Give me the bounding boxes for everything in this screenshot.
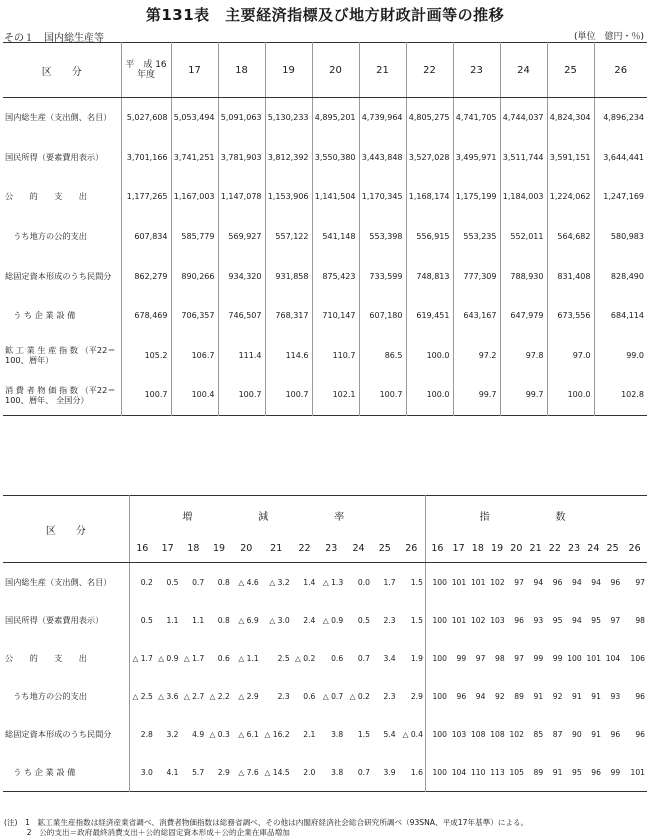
index-cell: 91 bbox=[591, 729, 601, 739]
index-cell: 97 bbox=[514, 653, 524, 663]
table-row bbox=[3, 715, 647, 753]
table-cell: 4,895,201 bbox=[312, 98, 359, 138]
index-cell: 97 bbox=[635, 577, 645, 587]
table-cell: 931,858 bbox=[265, 256, 312, 296]
rate-cell: 3.0 bbox=[129, 753, 155, 792]
index-cell: 101 bbox=[586, 653, 601, 663]
year-header-index: 20 bbox=[507, 534, 526, 563]
rate-cell: △ 0.4 bbox=[402, 729, 423, 739]
index-cell: 99 bbox=[610, 767, 621, 777]
table-cell: 3,812,392 bbox=[265, 138, 312, 178]
rate-cell: 0.7 bbox=[357, 653, 370, 663]
rate-cell: 1.1 bbox=[192, 615, 205, 625]
index-cell: 96 bbox=[610, 577, 621, 587]
rate-cell: 2.8 bbox=[129, 715, 155, 753]
index-cell: 96 bbox=[456, 691, 467, 701]
index-cell: 97 bbox=[610, 615, 621, 625]
table-cell: 580,983 bbox=[594, 217, 647, 257]
index-cell: 93 bbox=[533, 615, 544, 625]
row-label: 国民所得（要素費用表示） bbox=[5, 614, 104, 625]
row-label: 鉱 工 業 生 産 指 数 （平22＝100、暦年） bbox=[5, 345, 116, 366]
index-cell: 101 bbox=[470, 577, 486, 587]
table-row bbox=[3, 601, 647, 639]
index-cell: 101 bbox=[451, 577, 467, 587]
table-cell: 1,224,062 bbox=[547, 177, 594, 217]
footnotes bbox=[4, 818, 528, 838]
table-cell: 934,320 bbox=[218, 256, 265, 296]
table-cell: 875,423 bbox=[312, 256, 359, 296]
table-cell: 768,317 bbox=[265, 296, 312, 336]
index-cell: 101 bbox=[630, 767, 645, 777]
table-row bbox=[3, 375, 647, 415]
rate-cell: 1.7 bbox=[383, 577, 396, 587]
index-cell: 91 bbox=[591, 691, 601, 701]
year-header-index: 16 bbox=[425, 534, 449, 563]
rate-cell: 0.5 bbox=[166, 577, 179, 587]
row-label: 国内総生産（支出側、名目） bbox=[5, 576, 112, 587]
rate-cell: 2.9 bbox=[410, 691, 423, 701]
table-cell: 3,591,151 bbox=[547, 138, 594, 178]
table-cell: 100.7 bbox=[121, 375, 171, 415]
index-cell: 100 bbox=[425, 563, 449, 602]
table-cell: 5,053,494 bbox=[171, 98, 218, 138]
table-cell: 684,114 bbox=[594, 296, 647, 336]
index-cell: 96 bbox=[591, 767, 601, 777]
rate-cell: 2.3 bbox=[383, 615, 396, 625]
table-cell: 1,153,906 bbox=[265, 177, 312, 217]
table-cell: 564,682 bbox=[547, 217, 594, 257]
table-cell: 3,511,744 bbox=[500, 138, 547, 178]
table-cell: 102.1 bbox=[312, 375, 359, 415]
rate-cell: 2.9 bbox=[217, 767, 230, 777]
rate-cell: 5.7 bbox=[192, 767, 205, 777]
table-cell: 3,781,903 bbox=[218, 138, 265, 178]
rate-cell: △ 6.1 bbox=[238, 729, 259, 739]
rate-cell: 0.5 bbox=[357, 615, 370, 625]
rate-cell: 1.4 bbox=[303, 577, 316, 587]
table-cell: 585,779 bbox=[171, 217, 218, 257]
index-cell: 95 bbox=[572, 767, 582, 777]
rate-cell: 2.5 bbox=[277, 653, 290, 663]
index-cell: 91 bbox=[533, 691, 544, 701]
table-cell: 788,930 bbox=[500, 256, 547, 296]
table1-header-row bbox=[3, 43, 647, 98]
table-row bbox=[3, 138, 647, 178]
table-row bbox=[3, 563, 647, 602]
year-header-index: 26 bbox=[622, 534, 647, 563]
table1-header-label: 区 分 bbox=[3, 43, 121, 98]
rate-cell: 1.5 bbox=[410, 577, 423, 587]
rate-cell: 0.8 bbox=[217, 577, 230, 587]
index-cell: 94 bbox=[591, 577, 601, 587]
table-cell: 569,927 bbox=[218, 217, 265, 257]
table-cell: 106.7 bbox=[171, 336, 218, 376]
table1-year: 22 bbox=[406, 43, 453, 98]
index-cell: 100 bbox=[425, 715, 449, 753]
index-cell: 100 bbox=[425, 677, 449, 715]
rate-cell: 2.1 bbox=[303, 729, 316, 739]
rate-cell: 0.6 bbox=[217, 653, 230, 663]
index-cell: 91 bbox=[572, 691, 582, 701]
index-cell: 93 bbox=[610, 691, 621, 701]
year-header-rate: 24 bbox=[345, 534, 372, 563]
table1-year: 19 bbox=[265, 43, 312, 98]
index-cell: 94 bbox=[572, 577, 582, 587]
year-header-index: 25 bbox=[603, 534, 622, 563]
rate-cell: 3.8 bbox=[331, 767, 344, 777]
year-header-rate: 17 bbox=[155, 534, 181, 563]
index-cell: 110 bbox=[470, 767, 486, 777]
rate-cell: 0.7 bbox=[357, 767, 370, 777]
table-cell: 110.7 bbox=[312, 336, 359, 376]
table-cell: 3,550,380 bbox=[312, 138, 359, 178]
rate-cell: 2.0 bbox=[303, 767, 316, 777]
rate-cell: 1.5 bbox=[410, 615, 423, 625]
rate-cell: 0.6 bbox=[331, 653, 344, 663]
index-cell: 102 bbox=[490, 577, 505, 587]
index-cell: 100 bbox=[425, 601, 449, 639]
table-cell: 607,180 bbox=[359, 296, 406, 336]
index-cell: 85 bbox=[533, 729, 544, 739]
table-cell: 5,130,233 bbox=[265, 98, 312, 138]
index-cell: 89 bbox=[533, 767, 544, 777]
rate-cell: 5.4 bbox=[383, 729, 396, 739]
table-row bbox=[3, 753, 647, 792]
index-cell: 102 bbox=[470, 615, 486, 625]
rate-cell: △ 2.2 bbox=[209, 691, 230, 701]
table-cell: 673,556 bbox=[547, 296, 594, 336]
table-cell: 1,167,003 bbox=[171, 177, 218, 217]
rate-cell: △ 0.9 bbox=[322, 615, 344, 625]
table-cell: 3,495,971 bbox=[453, 138, 500, 178]
year-header-rate: 20 bbox=[232, 534, 261, 563]
gdp-table bbox=[3, 42, 647, 416]
table2-group-row bbox=[3, 496, 647, 535]
index-cell: 99 bbox=[456, 653, 467, 663]
rate-cell: 0.6 bbox=[303, 691, 316, 701]
table-cell: 3,443,848 bbox=[359, 138, 406, 178]
table-cell: 4,741,705 bbox=[453, 98, 500, 138]
index-cell: 96 bbox=[514, 615, 524, 625]
rate-cell: △ 7.6 bbox=[238, 767, 259, 777]
table-cell: 733,599 bbox=[359, 256, 406, 296]
table-cell: 4,896,234 bbox=[594, 98, 647, 138]
footnote-2: 2 公的支出＝政府最終消費支出＋公的総固定資本形成＋公的企業在庫品増加 bbox=[4, 828, 290, 837]
rate-cell: △ 0.2 bbox=[295, 653, 316, 663]
table-row bbox=[3, 98, 647, 138]
footnote-1: (注) 1 鉱工業生産指数は経済産業省調べ、消費者物価指数は総務省調べ、その他は内閣府経済社会総合研究所調べ（93SNA、平成17年基準）による。 bbox=[4, 818, 529, 827]
table-cell: 3,644,441 bbox=[594, 138, 647, 178]
index-cell: 87 bbox=[552, 729, 563, 739]
table-cell: 97.0 bbox=[547, 336, 594, 376]
index-cell: 102 bbox=[509, 729, 524, 739]
table-cell: 748,813 bbox=[406, 256, 453, 296]
year-header-index: 19 bbox=[487, 534, 506, 563]
table-cell: 5,091,063 bbox=[218, 98, 265, 138]
table1-year: 25 bbox=[547, 43, 594, 98]
rate-cell: △ 3.0 bbox=[269, 615, 290, 625]
index-cell: 95 bbox=[552, 615, 563, 625]
row-label: 公 的 支 出 bbox=[5, 652, 87, 663]
rate-cell: △ 6.9 bbox=[238, 615, 259, 625]
page-title: 第131表 主要経済指標及び地方財政計画等の推移 bbox=[145, 6, 505, 24]
table1-year: 26 bbox=[594, 43, 647, 98]
row-label: 国内総生産（支出側、名目） bbox=[5, 112, 112, 123]
table-cell: 114.6 bbox=[265, 336, 312, 376]
table-cell: 619,451 bbox=[406, 296, 453, 336]
rate-cell: 2.3 bbox=[277, 691, 290, 701]
table-cell: 100.7 bbox=[265, 375, 312, 415]
index-cell: 94 bbox=[475, 691, 486, 701]
rate-cell: △ 1.7 bbox=[129, 639, 155, 677]
table-row bbox=[3, 677, 647, 715]
table-cell: 706,357 bbox=[171, 296, 218, 336]
index-cell: 106 bbox=[630, 653, 645, 663]
row-label: うち地方の公的支出 bbox=[5, 231, 87, 242]
row-label: うち地方の公的支出 bbox=[5, 690, 87, 701]
table-cell: 102.8 bbox=[594, 375, 647, 415]
table-cell: 4,824,304 bbox=[547, 98, 594, 138]
year-header-rate: 22 bbox=[292, 534, 318, 563]
table-cell: 4,744,037 bbox=[500, 98, 547, 138]
table-cell: 557,122 bbox=[265, 217, 312, 257]
index-cell: 90 bbox=[572, 729, 582, 739]
table-cell: 828,490 bbox=[594, 256, 647, 296]
year-header-rate: 26 bbox=[398, 534, 426, 563]
index-cell: 100 bbox=[425, 639, 449, 677]
table-cell: 100.0 bbox=[406, 375, 453, 415]
index-cell: 91 bbox=[552, 767, 563, 777]
table-cell: 678,469 bbox=[121, 296, 171, 336]
table-cell: 100.7 bbox=[359, 375, 406, 415]
table-cell: 1,168,174 bbox=[406, 177, 453, 217]
rate-cell: 0.7 bbox=[192, 577, 205, 587]
index-cell: 94 bbox=[533, 577, 544, 587]
index-cell: 97 bbox=[475, 653, 486, 663]
table-cell: 99.7 bbox=[453, 375, 500, 415]
table-cell: 1,141,504 bbox=[312, 177, 359, 217]
table-cell: 1,184,003 bbox=[500, 177, 547, 217]
rate-cell: 0.0 bbox=[357, 577, 370, 587]
index-cell: 101 bbox=[451, 615, 467, 625]
rate-cell: 4.9 bbox=[192, 729, 205, 739]
table-cell: 99.0 bbox=[594, 336, 647, 376]
table-cell: 1,177,265 bbox=[121, 177, 171, 217]
index-cell: 103 bbox=[451, 729, 467, 739]
table-cell: 1,170,345 bbox=[359, 177, 406, 217]
table-cell: 86.5 bbox=[359, 336, 406, 376]
table1-year-first: 平 成 16年度 bbox=[121, 43, 171, 98]
year-header-index: 18 bbox=[468, 534, 487, 563]
rate-cell: 3.8 bbox=[331, 729, 344, 739]
year-header-rate: 23 bbox=[317, 534, 345, 563]
table-cell: 890,266 bbox=[171, 256, 218, 296]
group-rate-header: 増 減 率 bbox=[129, 496, 425, 535]
table2-header-label: 区 分 bbox=[3, 496, 129, 563]
year-header-rate: 19 bbox=[206, 534, 232, 563]
row-label: 国民所得（要素費用表示） bbox=[5, 151, 104, 162]
table-cell: 553,398 bbox=[359, 217, 406, 257]
rate-cell: 1.1 bbox=[166, 615, 179, 625]
year-header-index: 22 bbox=[545, 534, 564, 563]
index-cell: 98 bbox=[495, 653, 505, 663]
table-cell: 831,408 bbox=[547, 256, 594, 296]
index-cell: 104 bbox=[605, 653, 621, 663]
table-cell: 100.0 bbox=[547, 375, 594, 415]
rate-cell: △ 1.1 bbox=[238, 653, 259, 663]
rate-cell: 0.5 bbox=[129, 601, 155, 639]
year-header-index: 23 bbox=[564, 534, 583, 563]
rate-cell: △ 0.3 bbox=[209, 729, 230, 739]
group-index-header: 指 数 bbox=[425, 496, 647, 535]
rate-cell: 3.9 bbox=[383, 767, 396, 777]
table-cell: 97.2 bbox=[453, 336, 500, 376]
row-label: う ち 企 業 設 備 bbox=[5, 310, 76, 321]
table-cell: 100.4 bbox=[171, 375, 218, 415]
index-cell: 99 bbox=[533, 653, 544, 663]
year-header-rate: 18 bbox=[181, 534, 207, 563]
rate-cell: 3.2 bbox=[166, 729, 179, 739]
rate-cell: △ 1.7 bbox=[183, 653, 205, 663]
row-label: 総固定資本形成のうち民間分 bbox=[5, 728, 112, 739]
year-header-index: 24 bbox=[584, 534, 603, 563]
table-row bbox=[3, 217, 647, 257]
index-cell: 96 bbox=[552, 577, 563, 587]
index-cell: 108 bbox=[470, 729, 486, 739]
table-row bbox=[3, 336, 647, 376]
index-cell: 96 bbox=[610, 729, 621, 739]
growth-index-table bbox=[3, 495, 647, 792]
table-cell: 97.8 bbox=[500, 336, 547, 376]
rate-cell: 2.4 bbox=[303, 615, 316, 625]
rate-cell: 3.4 bbox=[383, 653, 396, 663]
year-header-rate: 25 bbox=[372, 534, 398, 563]
rate-cell: 1.9 bbox=[410, 653, 423, 663]
index-cell: 94 bbox=[572, 615, 582, 625]
table-cell: 3,701,166 bbox=[121, 138, 171, 178]
index-cell: 105 bbox=[509, 767, 524, 777]
table-row bbox=[3, 639, 647, 677]
table-cell: 746,507 bbox=[218, 296, 265, 336]
rate-cell: △ 0.7 bbox=[322, 691, 344, 701]
table-cell: 541,148 bbox=[312, 217, 359, 257]
table-cell: 556,915 bbox=[406, 217, 453, 257]
rate-cell: △ 16.2 bbox=[264, 729, 290, 739]
row-label: 消 費 者 物 価 指 数 （平22＝100、暦年、 全国分） bbox=[5, 384, 116, 405]
table-row bbox=[3, 177, 647, 217]
rate-cell: 1.5 bbox=[357, 729, 370, 739]
index-cell: 100 bbox=[567, 653, 582, 663]
table-row bbox=[3, 296, 647, 336]
rate-cell: △ 3.6 bbox=[158, 691, 179, 701]
table-row bbox=[3, 256, 647, 296]
table-cell: 1,147,078 bbox=[218, 177, 265, 217]
rate-cell: 2.3 bbox=[383, 691, 396, 701]
index-cell: 96 bbox=[635, 691, 645, 701]
table-cell: 100.7 bbox=[218, 375, 265, 415]
table-cell: 647,979 bbox=[500, 296, 547, 336]
table-cell: 643,167 bbox=[453, 296, 500, 336]
row-label: う ち 企 業 設 備 bbox=[5, 766, 76, 777]
index-cell: 100 bbox=[425, 753, 449, 792]
rate-cell: 4.1 bbox=[166, 767, 179, 777]
table-cell: 105.2 bbox=[121, 336, 171, 376]
index-cell: 97 bbox=[514, 577, 524, 587]
index-cell: 113 bbox=[490, 767, 505, 777]
section-subtitle: その１ 国内総生産等 bbox=[4, 33, 104, 44]
row-label: 総固定資本形成のうち民間分 bbox=[5, 270, 112, 281]
year-header-index: 17 bbox=[449, 534, 468, 563]
table-cell: 3,527,028 bbox=[406, 138, 453, 178]
index-cell: 104 bbox=[451, 767, 467, 777]
table-cell: 553,235 bbox=[453, 217, 500, 257]
rate-cell: △ 3.2 bbox=[269, 577, 290, 587]
table-cell: 607,834 bbox=[121, 217, 171, 257]
rate-cell: △ 0.9 bbox=[158, 653, 179, 663]
index-cell: 92 bbox=[552, 691, 563, 701]
rate-cell: △ 1.3 bbox=[322, 577, 344, 587]
table-cell: 1,247,169 bbox=[594, 177, 647, 217]
rate-cell: 1.6 bbox=[410, 767, 423, 777]
table1-year: 20 bbox=[312, 43, 359, 98]
rate-cell: △ 2.7 bbox=[183, 691, 205, 701]
table1-year: 23 bbox=[453, 43, 500, 98]
table-cell: 4,805,275 bbox=[406, 98, 453, 138]
rate-cell: △ 0.2 bbox=[349, 691, 370, 701]
table-cell: 4,739,964 bbox=[359, 98, 406, 138]
index-cell: 96 bbox=[635, 729, 645, 739]
index-cell: 98 bbox=[635, 615, 645, 625]
rate-cell: △ 14.5 bbox=[264, 767, 290, 777]
index-cell: 95 bbox=[591, 615, 601, 625]
table-cell: 552,011 bbox=[500, 217, 547, 257]
table-cell: 111.4 bbox=[218, 336, 265, 376]
table1-year: 21 bbox=[359, 43, 406, 98]
table1-year: 17 bbox=[171, 43, 218, 98]
year-header-rate: 21 bbox=[261, 534, 292, 563]
table-cell: 1,175,199 bbox=[453, 177, 500, 217]
rate-cell: 0.8 bbox=[217, 615, 230, 625]
rate-cell: 0.2 bbox=[129, 563, 155, 602]
table-cell: 862,279 bbox=[121, 256, 171, 296]
rate-cell: △ 2.5 bbox=[129, 677, 155, 715]
year-header-index: 21 bbox=[526, 534, 545, 563]
table-cell: 3,741,251 bbox=[171, 138, 218, 178]
index-cell: 99 bbox=[552, 653, 563, 663]
table-cell: 100.0 bbox=[406, 336, 453, 376]
table-cell: 777,309 bbox=[453, 256, 500, 296]
table-cell: 5,027,608 bbox=[121, 98, 171, 138]
unit-label: (単位 億円・％) bbox=[573, 32, 644, 42]
table1-year: 18 bbox=[218, 43, 265, 98]
rate-cell: △ 4.6 bbox=[238, 577, 259, 587]
index-cell: 108 bbox=[490, 729, 505, 739]
year-header-rate: 16 bbox=[129, 534, 155, 563]
table-cell: 99.7 bbox=[500, 375, 547, 415]
index-cell: 89 bbox=[514, 691, 524, 701]
index-cell: 103 bbox=[490, 615, 505, 625]
rate-cell: △ 2.9 bbox=[238, 691, 259, 701]
index-cell: 92 bbox=[495, 691, 505, 701]
row-label: 公 的 支 出 bbox=[5, 191, 87, 202]
table-cell: 710,147 bbox=[312, 296, 359, 336]
table1-year: 24 bbox=[500, 43, 547, 98]
